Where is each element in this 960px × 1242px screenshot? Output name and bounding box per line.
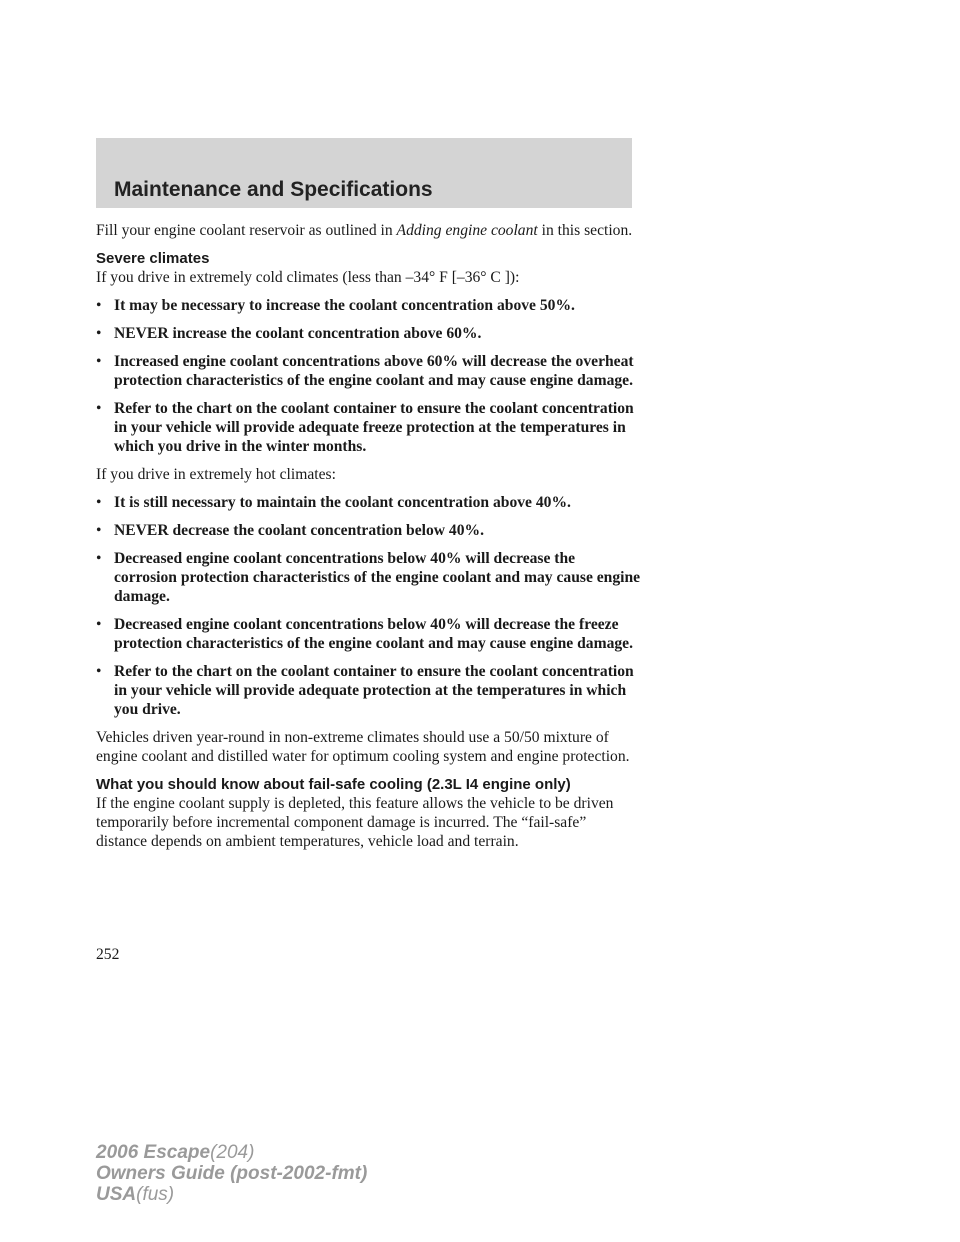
- bullet-icon: •: [96, 494, 102, 511]
- list-item: • NEVER increase the coolant concentration above 60%.: [96, 325, 482, 342]
- list-item: • Decreased engine coolant concentrations below 40% will decrease the corrosion protection characteristics of the engine coolant and may cause engine damage.: [96, 550, 641, 605]
- page-body: [96, 221, 641, 860]
- bullet-icon: •: [96, 400, 102, 417]
- list-item: • It is still necessary to maintain the coolant concentration above 40%.: [96, 494, 571, 511]
- bullet-icon: •: [96, 616, 102, 633]
- footer-line-2: Owners Guide (post-2002-fmt): [96, 1163, 368, 1184]
- hot-climate-list: [96, 493, 641, 719]
- hot-climates-intro: If you drive in extremely hot climates:: [96, 466, 336, 483]
- list-item: • Refer to the chart on the coolant container to ensure the coolant concentration in your vehicle will provide adequate freeze protection at the temperatures in which you drive in the winter months.: [96, 400, 634, 455]
- nonextreme-paragraph: Vehicles driven year-round in non-extreme climates should use a 50/50 mixture of engine coolant and distilled water for optimum cooling system and engine protection.: [96, 729, 630, 765]
- bullet-icon: •: [96, 663, 102, 680]
- bullet-icon: •: [96, 325, 102, 342]
- footer-line-1: 2006 Escape(204): [96, 1142, 255, 1163]
- section-title: Maintenance and Specifications: [114, 178, 433, 201]
- document-footer: [96, 1142, 367, 1205]
- failsafe-paragraph: If the engine coolant supply is depleted, this feature allows the vehicle to be driven temporarily before incremental component damage is incurred. The “fail-safe” distance depends on ambient temperatures, vehicle load and terrain.: [96, 795, 614, 850]
- list-item: • Increased engine coolant concentrations above 60% will decrease the overheat protection characteristics of the engine coolant and may cause engine damage.: [96, 353, 634, 389]
- bullet-icon: •: [96, 550, 102, 567]
- bullet-icon: •: [96, 522, 102, 539]
- intro-text-after: in this section.: [537, 222, 633, 239]
- bullet-icon: •: [96, 297, 102, 314]
- intro-paragraph: [96, 221, 641, 240]
- list-item: • NEVER decrease the coolant concentration below 40%.: [96, 522, 485, 539]
- cold-climate-list: [96, 296, 641, 456]
- section-reference: Adding engine coolant: [396, 222, 538, 239]
- bullet-icon: •: [96, 353, 102, 370]
- section-header-band: [96, 138, 632, 208]
- list-item: • Decreased engine coolant concentrations below 40% will decrease the freeze protection characteristics of the engine coolant and may cause engine damage.: [96, 616, 634, 652]
- list-item: • It may be necessary to increase the coolant concentration above 50%.: [96, 297, 575, 314]
- failsafe-heading: What you should know about fail-safe cooling (2.3L I4 engine only): [96, 776, 571, 793]
- cold-climates-intro: If you drive in extremely cold climates (less than –34° F [–36° C ]):: [96, 269, 520, 286]
- list-item: • Refer to the chart on the coolant container to ensure the coolant concentration in your vehicle will provide adequate protection at the temperatures in which you drive.: [96, 663, 634, 718]
- footer-line-3: USA(fus): [96, 1184, 175, 1205]
- page-number: 252: [96, 946, 120, 963]
- intro-text: Fill your engine coolant reservoir as outlined in: [96, 222, 397, 239]
- severe-climates-heading: Severe climates: [96, 250, 210, 267]
